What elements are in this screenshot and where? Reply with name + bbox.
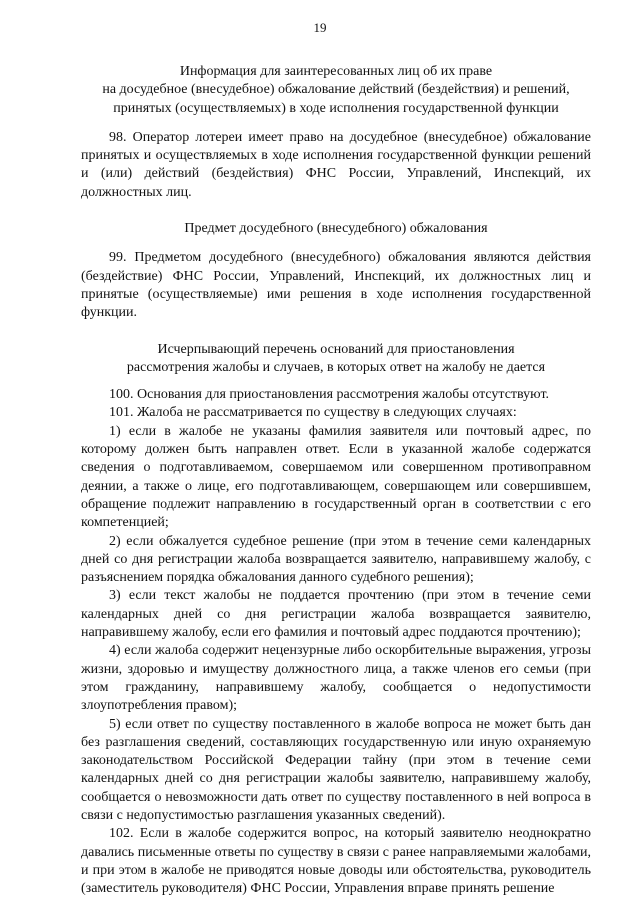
heading-line: рассмотрения жалобы и случаев, в которых ответ на жалобу не дается	[126, 359, 546, 375]
paragraph-100: 100. Основания для приостановления рассмотрения жалобы отсутствуют.	[109, 387, 550, 403]
paragraph-102: 102. Если в жалобе содержится вопрос, на который заявителю неоднократно давались письменные ответы по существу в связи с ранее направляемыми жалобами, и при этом в жалобе не приводятся новые доводы или обстоятельства, руководитель (заместитель руководителя) ФНС России, Управления вправе принять решение	[81, 826, 591, 897]
heading-line: Исчерпывающий перечень оснований для приостановления	[157, 341, 515, 357]
paragraph-101-item-2: 2) если обжалуется судебное решение (при этом в течение семи календарных дней со дня регистрации жалоба возвращается заявителю, направившему жалобу, с разъяснением порядка обжалования данного судебного решения);	[81, 533, 591, 586]
heading-line: Предмет досудебного (внесудебного) обжалования	[184, 221, 488, 237]
paragraph-101-item-3: 3) если текст жалобы не поддается прочтению (при этом в течение семи календарных дней со дня регистрации жалоба возвращается заявителю, направившему жалобу, если его фамилия и почтовый адрес поддаются прочтению);	[81, 588, 591, 641]
heading-line: принятых (осуществляемых) в ходе исполнения государственной функции	[113, 100, 559, 116]
paragraph-98: 98. Оператор лотереи имеет право на досудебное (внесудебное) обжалование принятых и осуществляемых в ходе исполнения государственной функции решений и (или) действий (бездействия) ФНС России, Управлений, Инспекций, их должностных лиц.	[81, 129, 591, 200]
paragraph-101-item-4: 4) если жалоба содержит нецензурные либо оскорбительные выражения, угрозы жизни, здоровью и имуществу должностного лица, а также членов его семьи (при этом гражданину, направившему жалобу, сообщается о недопустимости злоупотребления правом);	[81, 643, 591, 714]
document-body	[81, 63, 591, 898]
section-heading-appeal-rights	[81, 63, 591, 118]
section-heading-suspension-grounds	[81, 341, 591, 378]
paragraph-99: 99. Предметом досудебного (внесудебного) обжалования являются действия (бездействие) ФНС России, Управлений, Инспекций, их должностных лиц и принятые (осуществляемые) ими решения в ходе исполнения государственной функции.	[81, 250, 591, 321]
section-heading-appeal-subject	[81, 220, 591, 238]
heading-line: Информация для заинтересованных лиц об их праве	[179, 64, 493, 79]
paragraph-101: 101. Жалоба не рассматривается по существу в следующих случаях:	[109, 405, 517, 421]
paragraph-101-item-5: 5) если ответ по существу поставленного в жалобе вопроса не может быть дан без разглашения сведений, составляющих государственную или иную охраняемую законодательством Российской Федерации тайну (при этом в течение семи календарных дней со дня регистрации жалобы заявителю, направившему жалобу, сообщается о невозможности дать ответ по существу поставленного в ней вопроса в связи с недопустимостью разглашения указанных сведений).	[81, 716, 591, 823]
page-number: 19	[313, 20, 327, 35]
heading-line: на досудебное (внесудебное) обжалование действий (бездействия) и решений,	[102, 82, 570, 98]
paragraph-101-item-1: 1) если в жалобе не указаны фамилия заявителя или почтовый адрес, по которому должен быть направлен ответ. Если в указанной жалобе содержатся сведения о подготавливаемом, совершаемом или совершенном противоправном деянии, а также о лице, его подготавливающем, совершающем или совершившем, обращение подлежит направлению в государственный орган в соответствии с его компетенцией;	[81, 423, 591, 531]
